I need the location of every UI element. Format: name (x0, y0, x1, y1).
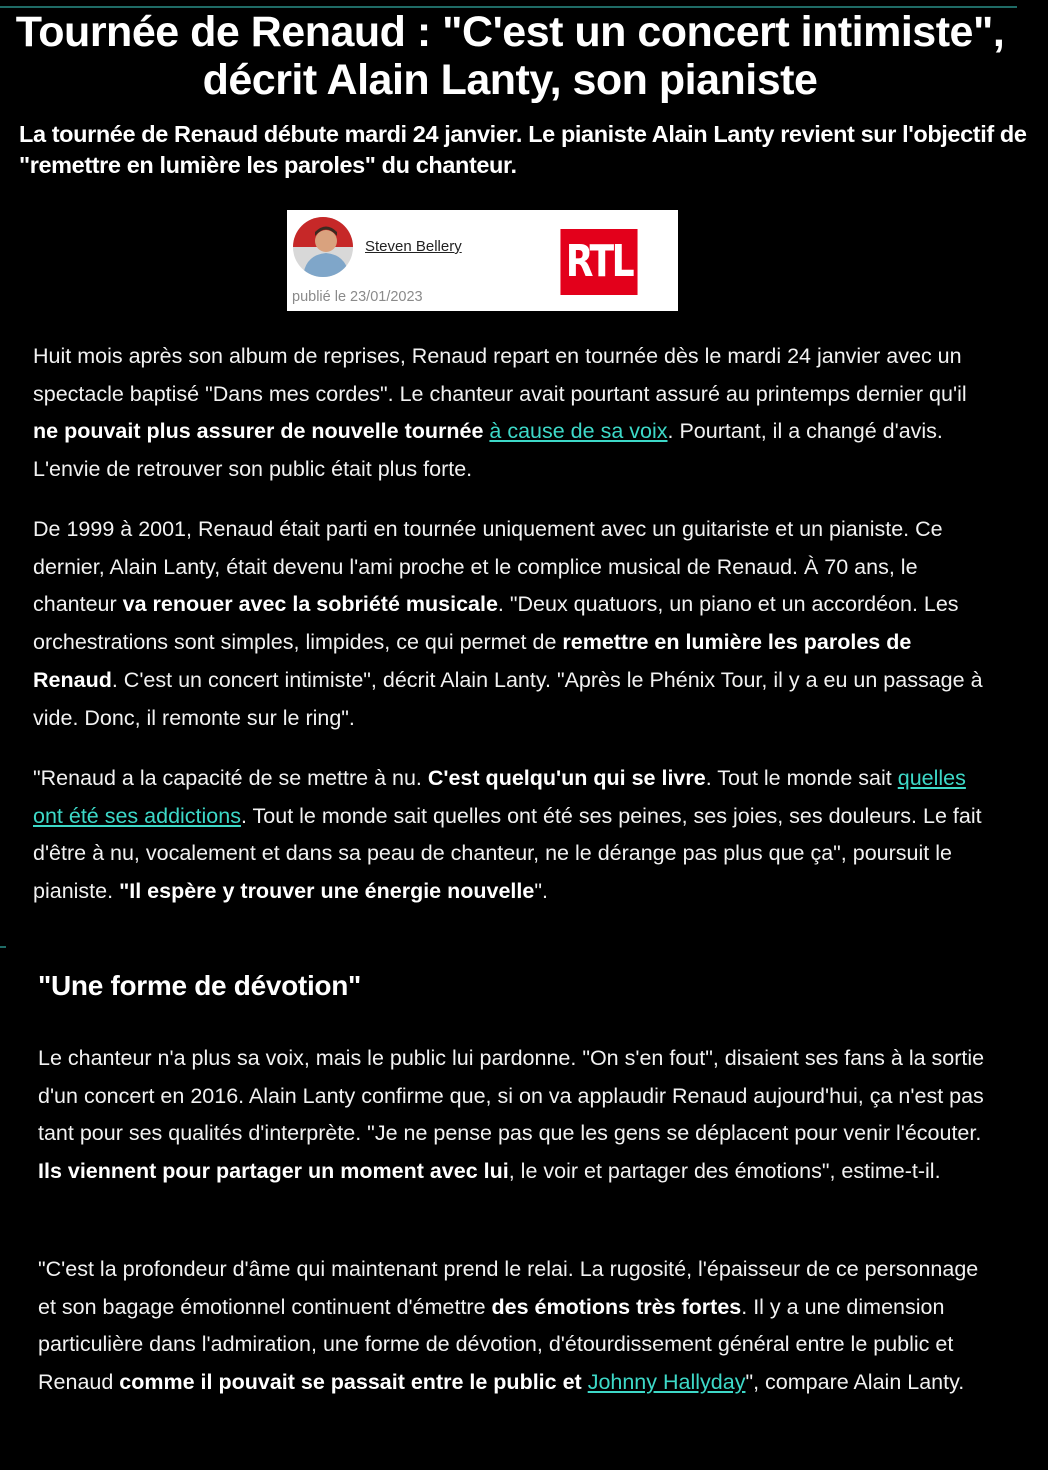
paragraph-text: . Tout le monde sait (705, 766, 898, 790)
section-heading: "Une forme de dévotion" (38, 970, 362, 1001)
publish-date: publié le 23/01/2023 (292, 289, 423, 305)
paragraph-text: . Il y a une dimension particulière dans l'admiration, une forme de dévotion, d'étourdissement général entre le public et Renaud (38, 1294, 954, 1395)
byline-card (287, 210, 678, 311)
bold-text: C'est quelqu'un qui se livre (427, 766, 706, 790)
paragraph-5 (38, 1251, 998, 1402)
author-avatar[interactable] (293, 217, 353, 277)
section-marker (0, 946, 6, 948)
bold-text: remettre en lumière les paroles de Renaud (33, 630, 912, 692)
article-lead: La tournée de Renaud débute mardi 24 janvier. Le pianiste Alain Lanty revient sur l'objectif de "remettre en lumière les paroles" du chanteur. (19, 121, 1027, 178)
paragraph-text: . C'est un concert intimiste", décrit Alain Lanty. "Après le Phénix Tour, il y a eu un passage à vide. Donc, il remonte sur le ring". (33, 667, 983, 730)
paragraph-text: . "Deux quatuors, un piano et un accordéon. Les orchestrations sont simples, limpides, ce qui permet de (33, 592, 959, 655)
paragraph-text: , le voir et partager des émotions", estime-t-il. (508, 1159, 941, 1184)
paragraph-text: . Pourtant, il a changé d'avis. L'envie de retrouver son public était plus forte. (33, 419, 943, 482)
bold-text: des émotions très fortes (491, 1294, 742, 1319)
bold-text: ne pouvait plus assurer de nouvelle tournée (33, 419, 484, 444)
bold-text: va renouer avec la sobriété musicale (122, 592, 498, 617)
paragraph-text: Le chanteur n'a plus sa voix, mais le public lui pardonne. "On s'en fout", disaient ses fans à la sortie d'un concert en 2016. Alain Lanty confirme que, si on va applaudir Renaud aujourd'hui, ça n'est pas tant pour ses qualités d'interprète. "Je ne pense pas que les gens se déplacent pour venir l'écouter. (38, 1046, 985, 1146)
paragraph-text: . Tout le monde sait quelles ont été ses peines, ses joies, ses douleurs. Le fait d'être à nu, vocalement et dans sa peau de chanteur, ne le dérange pas plus que ça", poursuit le pianiste. (33, 803, 982, 904)
paragraph-text: "C'est la profondeur d'âme qui maintenant prend le relai. La rugosité, l'épaisseur de ce personnage et son bagage émotionnel continuent d'émettre (38, 1257, 979, 1319)
paragraph-1 (33, 338, 993, 489)
bold-text: "Il espère y trouver une énergie nouvelle (119, 879, 535, 904)
article-title: Tournée de Renaud : "C'est un concert intimiste", décrit Alain Lanty, son pianiste (15, 8, 1005, 104)
paragraph-text: ". (534, 879, 548, 904)
rtl-logo[interactable]: RTL (560, 229, 637, 295)
paragraph-3 (33, 760, 993, 911)
link-voice[interactable]: à cause de sa voix (489, 419, 668, 444)
paragraph-text: Huit mois après son album de reprises, Renaud repart en tournée dès le mardi 24 janvier avec un spectacle baptisé "Dans mes cordes". Le chanteur avait pourtant assuré au printemps dernier qu'il (33, 344, 967, 406)
paragraph-2 (33, 511, 993, 737)
paragraph-text: De 1999 à 2001, Renaud était parti en tournée uniquement avec un guitariste et un pianiste. Ce dernier, Alain Lanty, était devenu l'ami proche et le complice musical de Renaud. À 70 ans, le chanteur (33, 517, 943, 617)
paragraph-text: "Renaud a la capacité de se mettre à nu. (33, 766, 428, 790)
paragraph-4 (38, 1040, 998, 1191)
bold-text: comme il pouvait se passait entre le public et (119, 1370, 582, 1395)
paragraph-text: ", compare Alain Lanty. (745, 1370, 965, 1395)
bold-text: Ils viennent pour partager un moment avec lui (38, 1159, 509, 1184)
link-addictions[interactable]: quelles ont été ses addictions (33, 766, 966, 828)
author-link[interactable]: Steven Bellery (365, 238, 462, 255)
link-johnny-hallyday[interactable]: Johnny Hallyday (587, 1370, 746, 1395)
